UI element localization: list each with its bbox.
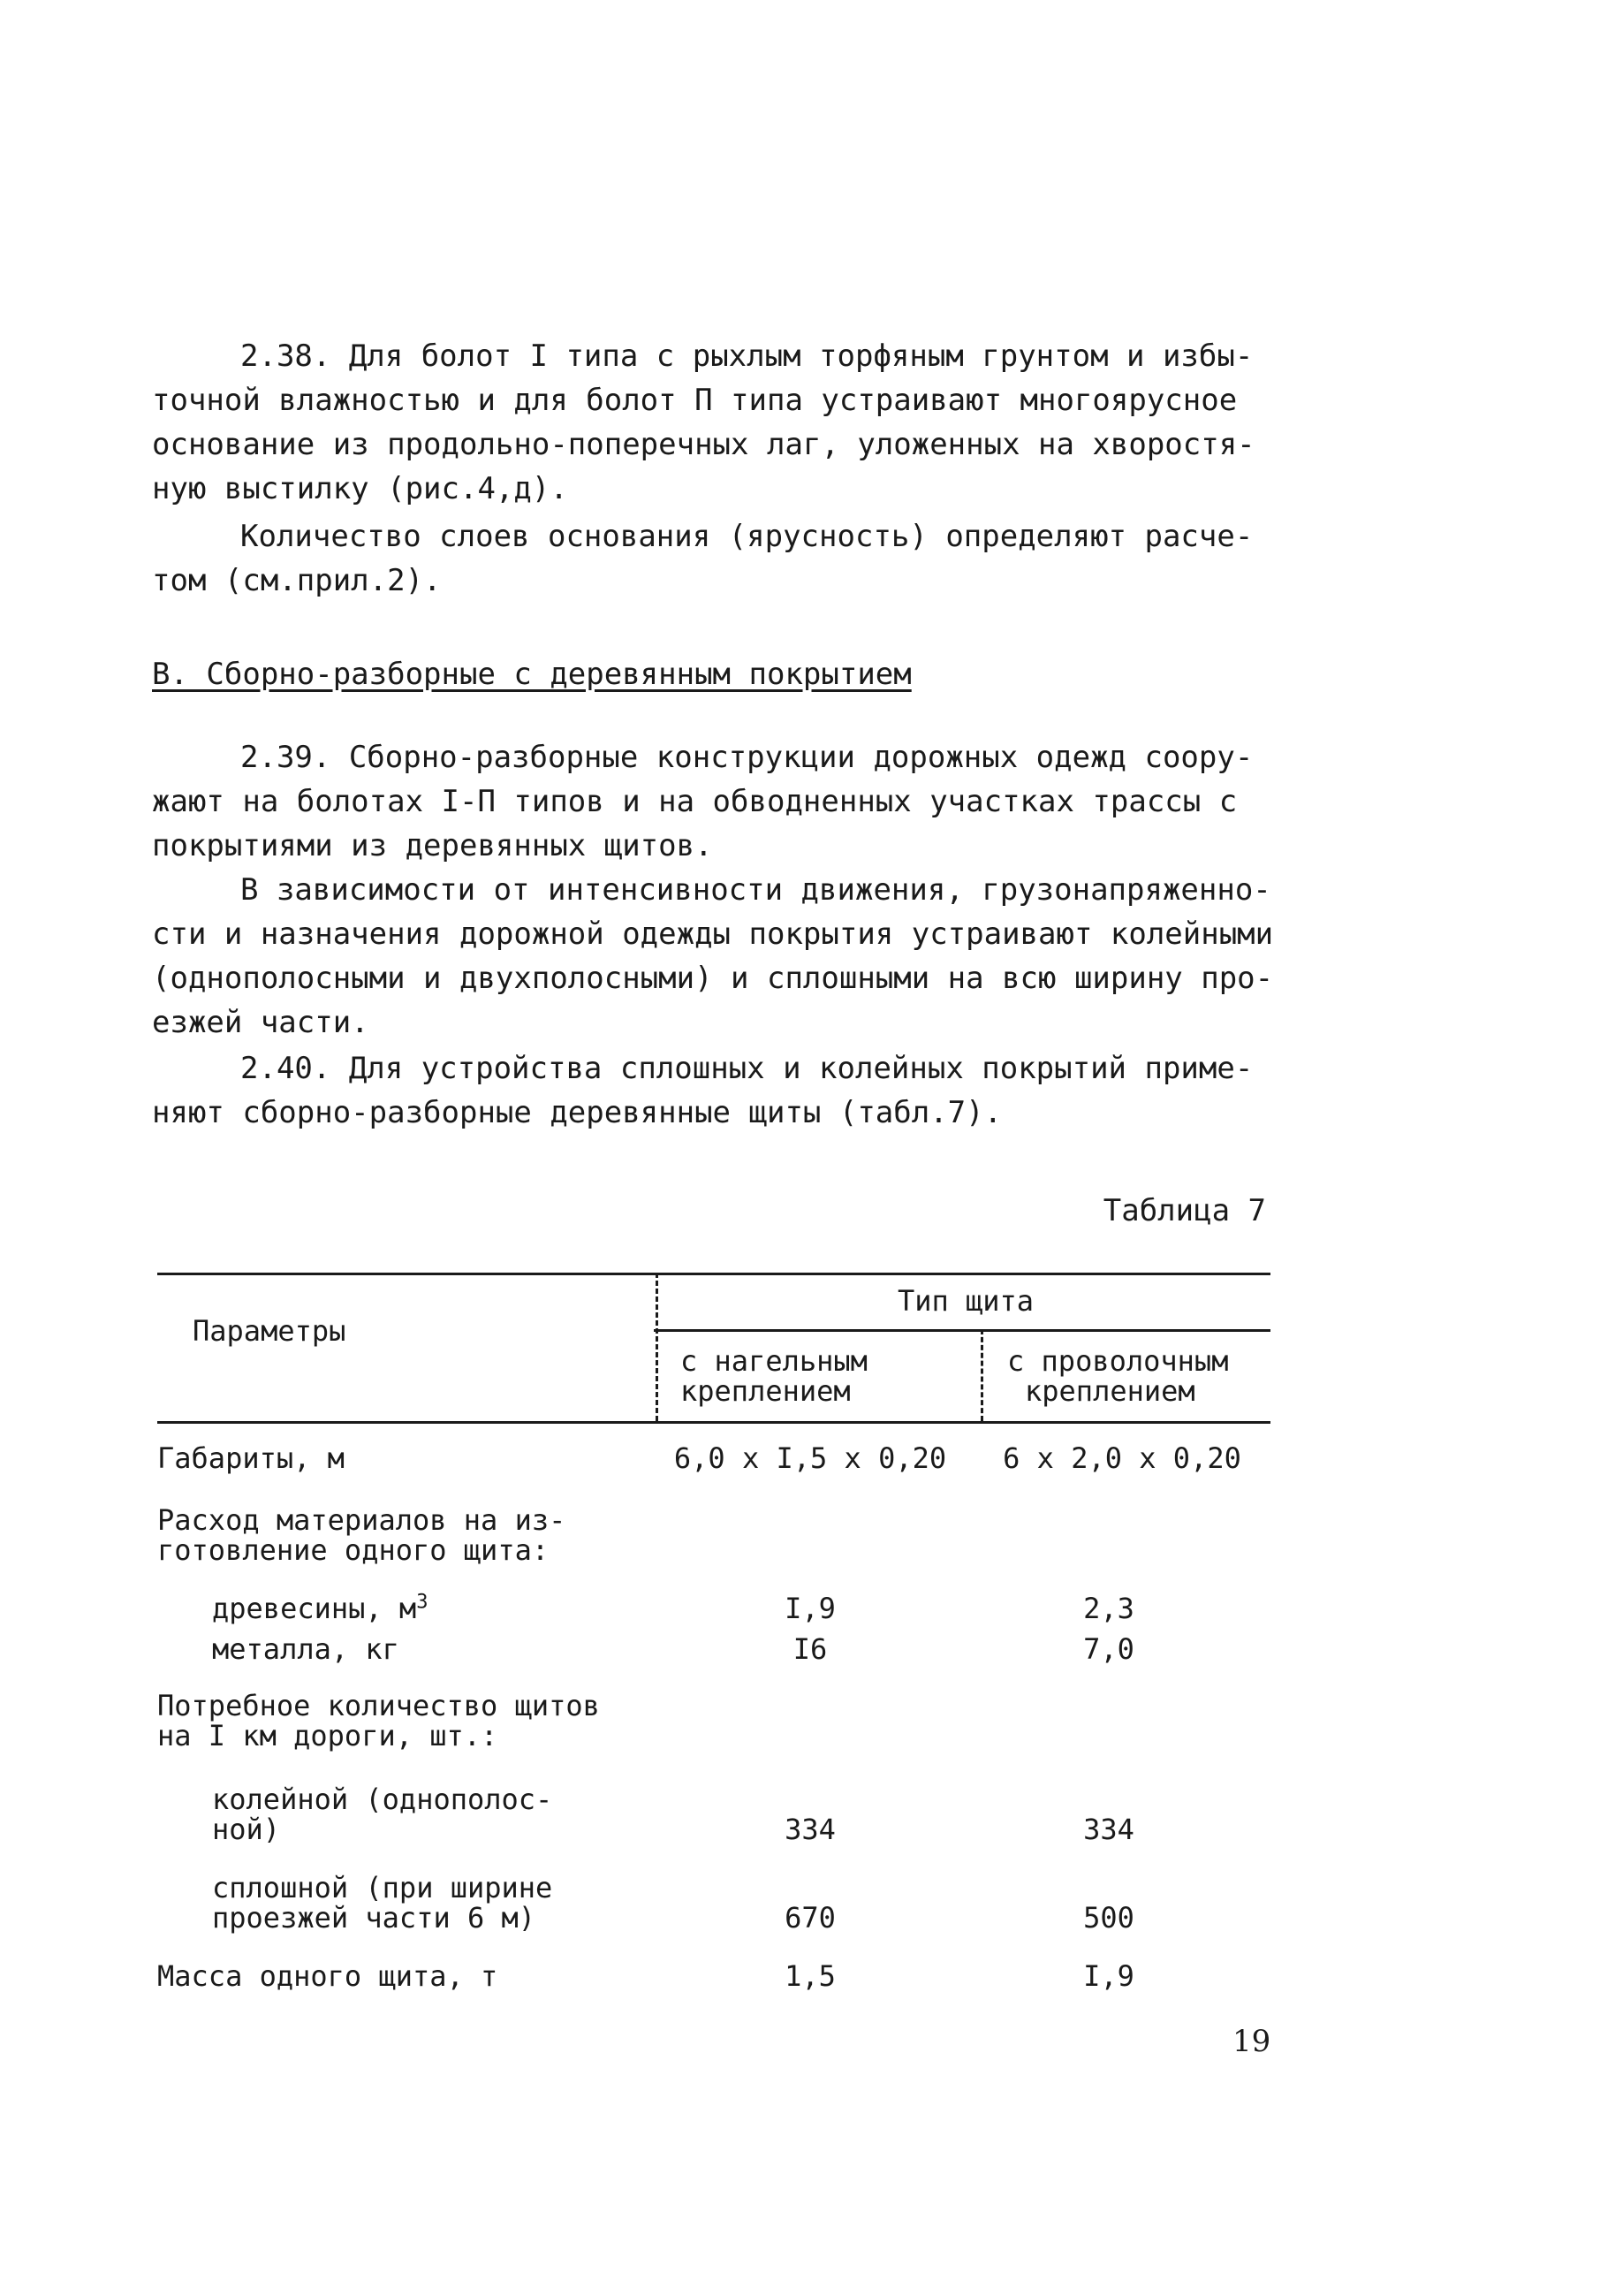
row-gabarity-c2: 6 х 2,0 х 0,20 [1003,1441,1241,1475]
text-line: точной влажностью и для болот П типа устраивают многоярусное [152,383,1238,418]
text-line: (однополосными и двухполосными) и сплошными на всю ширину про- [152,961,1274,996]
text-line: 2.38. Для болот I типа с рыхлым торфяным грунтом и избы- [240,338,1254,374]
unit-superscript: 3 [416,1591,428,1614]
row-drevesina-label [212,1593,428,1624]
table-vertical-divider [656,1273,658,1421]
paragraph-2-38 [152,334,1265,511]
row-drevesina-c1: I,9 [785,1592,836,1625]
header-col2-line2: креплением [1025,1374,1195,1408]
row-sploshnoi-c1: 670 [785,1901,836,1935]
text-line: 2.40. Для устройства сплошных и колейных покрытий приме- [240,1051,1254,1086]
text-line: сти и назначения дорожной одежды покрытия устраивают колейными [152,916,1274,952]
row-massa-c1: 1,5 [785,1959,836,1993]
paragraph-dependency [152,868,1274,1045]
row-potrebnoe-label: Потребное количество щитов [157,1689,600,1722]
row-drevesina-c2: 2,3 [1083,1592,1134,1625]
row-drevesina-text: древесины, м [212,1592,417,1625]
row-potrebnoe-label: на I км дороги, шт.: [157,1719,498,1752]
section-heading: В. Сборно-разборные с деревянным покрытием [152,657,912,692]
header-shield-type: Тип щита [897,1284,1035,1318]
text-line: няют сборно-разборные деревянные щиты (табл.7). [152,1095,1003,1130]
row-sploshnoi-c2: 500 [1083,1901,1134,1935]
table-caption: Таблица 7 [1103,1193,1266,1228]
page-number: 19 [1232,2024,1271,2059]
row-massa-label: Масса одного щита, т [157,1959,498,1993]
row-massa-c2: I,9 [1083,1959,1134,1993]
row-rashod-label: готовление одного щита: [157,1533,550,1567]
header-col1-line1: с нагельным [680,1344,868,1378]
text-line: том (см.прил.2). [152,563,442,598]
row-gabarity-c1: 6,0 х I,5 х 0,20 [673,1441,947,1475]
table-top-rule [157,1273,1270,1275]
text-line: основание из продольно-поперечных лаг, уложенных на хворостя- [152,427,1255,462]
paragraph-layers [152,514,1265,603]
header-params: Параметры [193,1314,346,1348]
text-line: покрытиями из деревянных щитов. [152,828,713,863]
text-line: 2.39. Сборно-разборные конструкции дорожных одежд соору- [240,740,1254,775]
row-koleinoi-label: колейной (однополос- [212,1783,553,1816]
row-metall-label: металла, кг [212,1632,399,1666]
row-koleinoi-c2: 334 [1083,1813,1134,1846]
paragraph-2-40 [152,1046,1265,1135]
header-col1-line2: креплением [680,1374,851,1408]
row-gabarity-label: Габариты, м [157,1441,345,1475]
text-line: жают на болотах I-П типов и на обводненных участках трассы с [152,784,1238,819]
text-line: ную выстилку (рис.4,д). [152,471,568,506]
paragraph-2-39 [152,735,1265,868]
table-header-bottom-rule [157,1421,1270,1424]
row-koleinoi-label: ной) [212,1813,281,1846]
row-sploshnoi-label: сплошной (при ширине [212,1871,553,1904]
header-col2-line1: с проволочным [1007,1344,1229,1378]
row-sploshnoi-label: проезжей части 6 м) [212,1901,536,1935]
text-line: В зависимости от интенсивности движения, грузонапряженно- [240,872,1271,908]
text-line: Количество слоев основания (ярусность) определяют расче- [240,519,1254,554]
table-vertical-divider [981,1329,983,1421]
row-koleinoi-c1: 334 [785,1813,836,1846]
text-line: езжей части. [152,1005,369,1040]
table-group-rule [654,1329,1270,1332]
row-metall-c1: I6 [792,1632,828,1666]
row-rashod-label: Расход материалов на из- [157,1503,566,1537]
row-metall-c2: 7,0 [1083,1632,1134,1666]
